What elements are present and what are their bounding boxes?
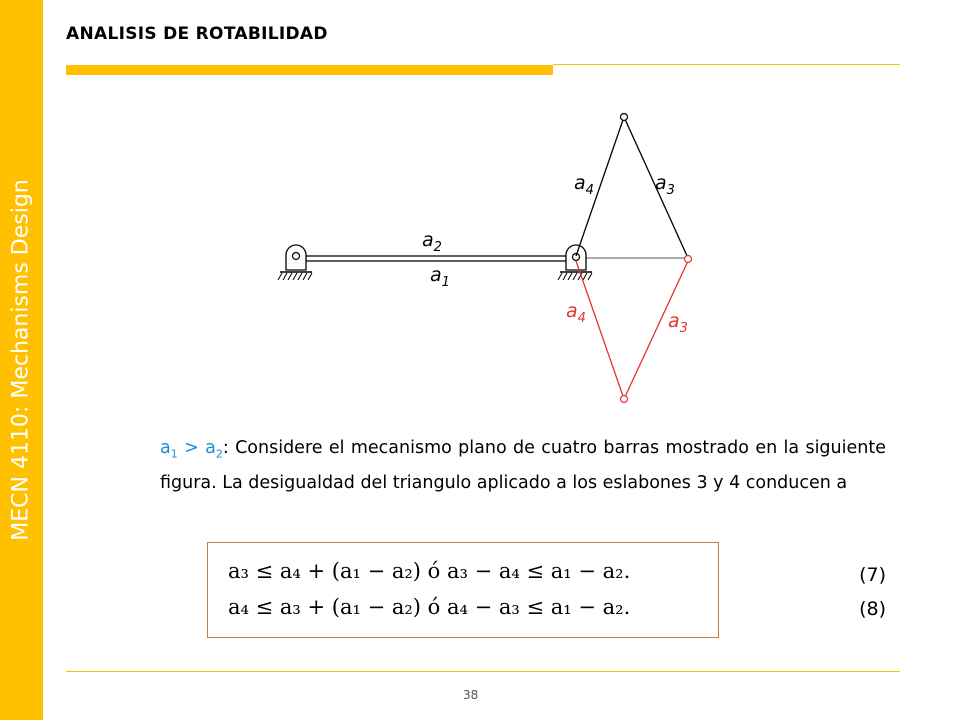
right-ground-pivot <box>558 245 592 280</box>
paragraph-text: Considere el mecanismo plano de cuatro barras mostrado en la siguiente figura. La desigualdad del triangulo aplicado a los eslabones 3 y 4 conducen a <box>160 438 886 493</box>
label-a4-upper: $a_4$ <box>574 172 594 198</box>
label-a1: $a_1$ <box>430 264 450 290</box>
equation-box <box>207 542 719 638</box>
footer-rule <box>66 671 900 672</box>
label-a2: $a_2$ <box>422 229 442 255</box>
condition-colon: : <box>222 438 229 458</box>
title-underline-thick <box>66 65 553 75</box>
four-bar-mechanism-figure <box>270 105 710 410</box>
equation-8: a₄ ≤ a₃ + (a₁ − a₂) ó a₄ − a₃ ≤ a₁ − a₂. <box>228 595 631 619</box>
joint-top <box>621 114 628 121</box>
slide-title: ANALISIS DE ROTABILIDAD <box>66 24 328 44</box>
link-a4-lower <box>576 261 624 399</box>
condition-sub2: 2 <box>215 447 223 461</box>
equation-number-8: (8) <box>859 598 886 620</box>
sidebar <box>0 0 43 720</box>
joint-bottom <box>621 396 628 403</box>
condition-gt: > <box>177 438 206 458</box>
label-a3-lower: $a_3$ <box>668 310 688 336</box>
title-underline-thin <box>553 64 900 65</box>
page-number: 38 <box>463 688 479 702</box>
condition-a1: a <box>160 438 171 458</box>
course-title: MECN 4110: Mechanisms Design <box>8 179 34 541</box>
body-paragraph <box>160 434 886 497</box>
label-a3-upper: $a_3$ <box>655 172 675 198</box>
equation-7: a₃ ≤ a₄ + (a₁ − a₂) ó a₃ − a₄ ≤ a₁ − a₂. <box>228 559 631 583</box>
condition-sub1: 1 <box>170 447 178 461</box>
equation-number-7: (7) <box>859 564 886 586</box>
condition-a2: a <box>205 438 216 458</box>
label-a4-lower: $a_4$ <box>566 300 586 326</box>
left-ground-pivot <box>278 245 312 280</box>
joint-right <box>685 256 692 263</box>
